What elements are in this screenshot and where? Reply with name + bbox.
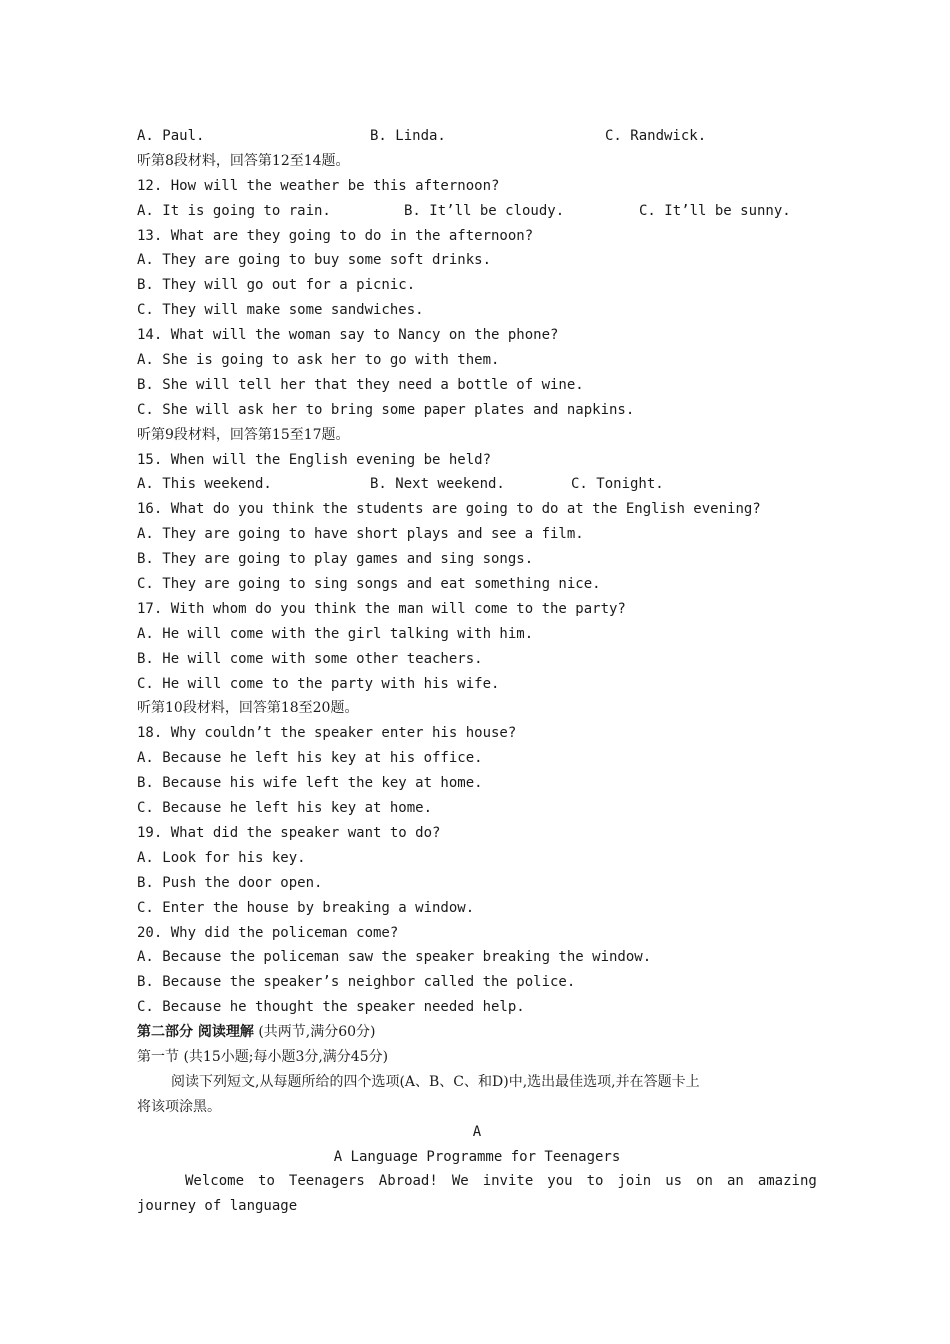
passage-word: on [696, 1173, 713, 1190]
q15-question: 15. When will the English evening be held? [137, 451, 492, 468]
passage-word: an [726, 1173, 744, 1190]
q19-option-a: A. Look for his key. [137, 849, 306, 866]
part2-section1: 第一节 (共15小题;每小题3分,满分45分) [137, 1048, 389, 1065]
q16-option-c: C. They are going to sing songs and eat something nice. [137, 576, 601, 593]
passage-word: to [586, 1173, 604, 1190]
q16-question: 16. What do you think the students are going to do at the English evening? [137, 501, 761, 518]
passage-line-1 [137, 1169, 817, 1194]
part2-title: 第二部分 阅读理解 [137, 1024, 254, 1041]
q14-option-b: B. She will tell her that they need a bottle of wine. [137, 376, 584, 393]
q13-option-b: B. They will go out for a picnic. [137, 277, 416, 294]
q17-option-a: A. He will come with the girl talking with him. [137, 625, 534, 642]
q11-option-c: C. Randwick. [605, 128, 707, 144]
q15-option-b: B. Next weekend. [370, 476, 505, 493]
q19-option-b: B. Push the door open. [137, 874, 323, 891]
passage-word: Abroad! [378, 1173, 438, 1190]
passage-word: join [617, 1173, 652, 1190]
q20-option-a: A. Because the policeman saw the speaker breaking the window. [137, 949, 652, 966]
q19-question: 19. What did the speaker want to do? [137, 824, 441, 841]
passage-title: A Language Programme for Teenagers [333, 1148, 621, 1165]
q13-option-c: C. They will make some sandwiches. [137, 302, 424, 319]
passage-word: We [451, 1173, 469, 1190]
passage-word: Welcome [185, 1173, 245, 1190]
q11-option-a: A. Paul. [137, 128, 205, 144]
part2-heading [137, 1020, 817, 1045]
passage-word: invite [482, 1173, 534, 1190]
q20-question: 20. Why did the policeman come? [137, 924, 399, 941]
q15-option-c: C. Tonight. [571, 476, 664, 493]
q17-option-b: B. He will come with some other teachers. [137, 650, 483, 667]
q12-options [137, 199, 817, 224]
q20-option-b: B. Because the speaker’s neighbor called the police. [137, 974, 576, 991]
q12-option-a: A. It is going to rain. [137, 202, 331, 219]
q18-option-b: B. Because his wife left the key at home. [137, 775, 483, 792]
section-10-header: 听第10段材料，回答第18至20题。 [137, 700, 359, 717]
part2-title-note: (共两节,满分60分) [258, 1024, 376, 1041]
q15-option-a: A. This weekend. [137, 476, 272, 493]
q16-option-a: A. They are going to have short plays and see a film. [137, 526, 584, 543]
q11-options [137, 124, 817, 149]
q14-option-a: A. She is going to ask her to go with them. [137, 352, 500, 369]
passage-word: Teenagers [288, 1173, 365, 1190]
section-9-header: 听第9段材料，回答第15至17题。 [137, 426, 350, 443]
passage-word: amazing [757, 1173, 817, 1190]
part2-instruction-line1: 阅读下列短文,从每题所给的四个选项(A、B、C、和D)中,选出最佳选项,并在答题卡上 [171, 1073, 700, 1090]
q19-option-c: C. Enter the house by breaking a window. [137, 899, 475, 916]
q15-options [137, 472, 817, 497]
q16-option-b: B. They are going to play games and sing songs. [137, 551, 534, 568]
q13-question: 13. What are they going to do in the afternoon? [137, 227, 534, 244]
q12-option-c: C. It’ll be sunny. [639, 202, 791, 219]
q13-option-a: A. They are going to buy some soft drinks. [137, 252, 492, 269]
q18-option-a: A. Because he left his key at his office. [137, 750, 483, 767]
section-8-header: 听第8段材料，回答第12至14题。 [137, 152, 350, 169]
q12-option-b: B. It’ll be cloudy. [404, 202, 565, 219]
q20-option-c: C. Because he thought the speaker needed help. [137, 999, 525, 1016]
exam-page [137, 124, 817, 1219]
passage-word: us [665, 1173, 683, 1190]
q17-question: 17. With whom do you think the man will come to the party? [137, 600, 626, 617]
passage-line-2: journey of language [137, 1198, 298, 1215]
passage-letter: A [472, 1123, 482, 1140]
q14-question: 14. What will the woman say to Nancy on the phone? [137, 327, 559, 344]
passage-word: to [258, 1173, 275, 1190]
passage-word: you [547, 1173, 573, 1190]
part2-instruction-line2: 将该项涂黑。 [137, 1098, 221, 1115]
q14-option-c: C. She will ask her to bring some paper plates and napkins. [137, 401, 635, 418]
q12-question: 12. How will the weather be this afternoon? [137, 177, 500, 194]
q17-option-c: C. He will come to the party with his wife. [137, 675, 500, 692]
q11-option-b: B. Linda. [370, 128, 446, 144]
q18-option-c: C. Because he left his key at home. [137, 800, 433, 817]
q18-question: 18. Why couldn’t the speaker enter his house? [137, 725, 517, 742]
